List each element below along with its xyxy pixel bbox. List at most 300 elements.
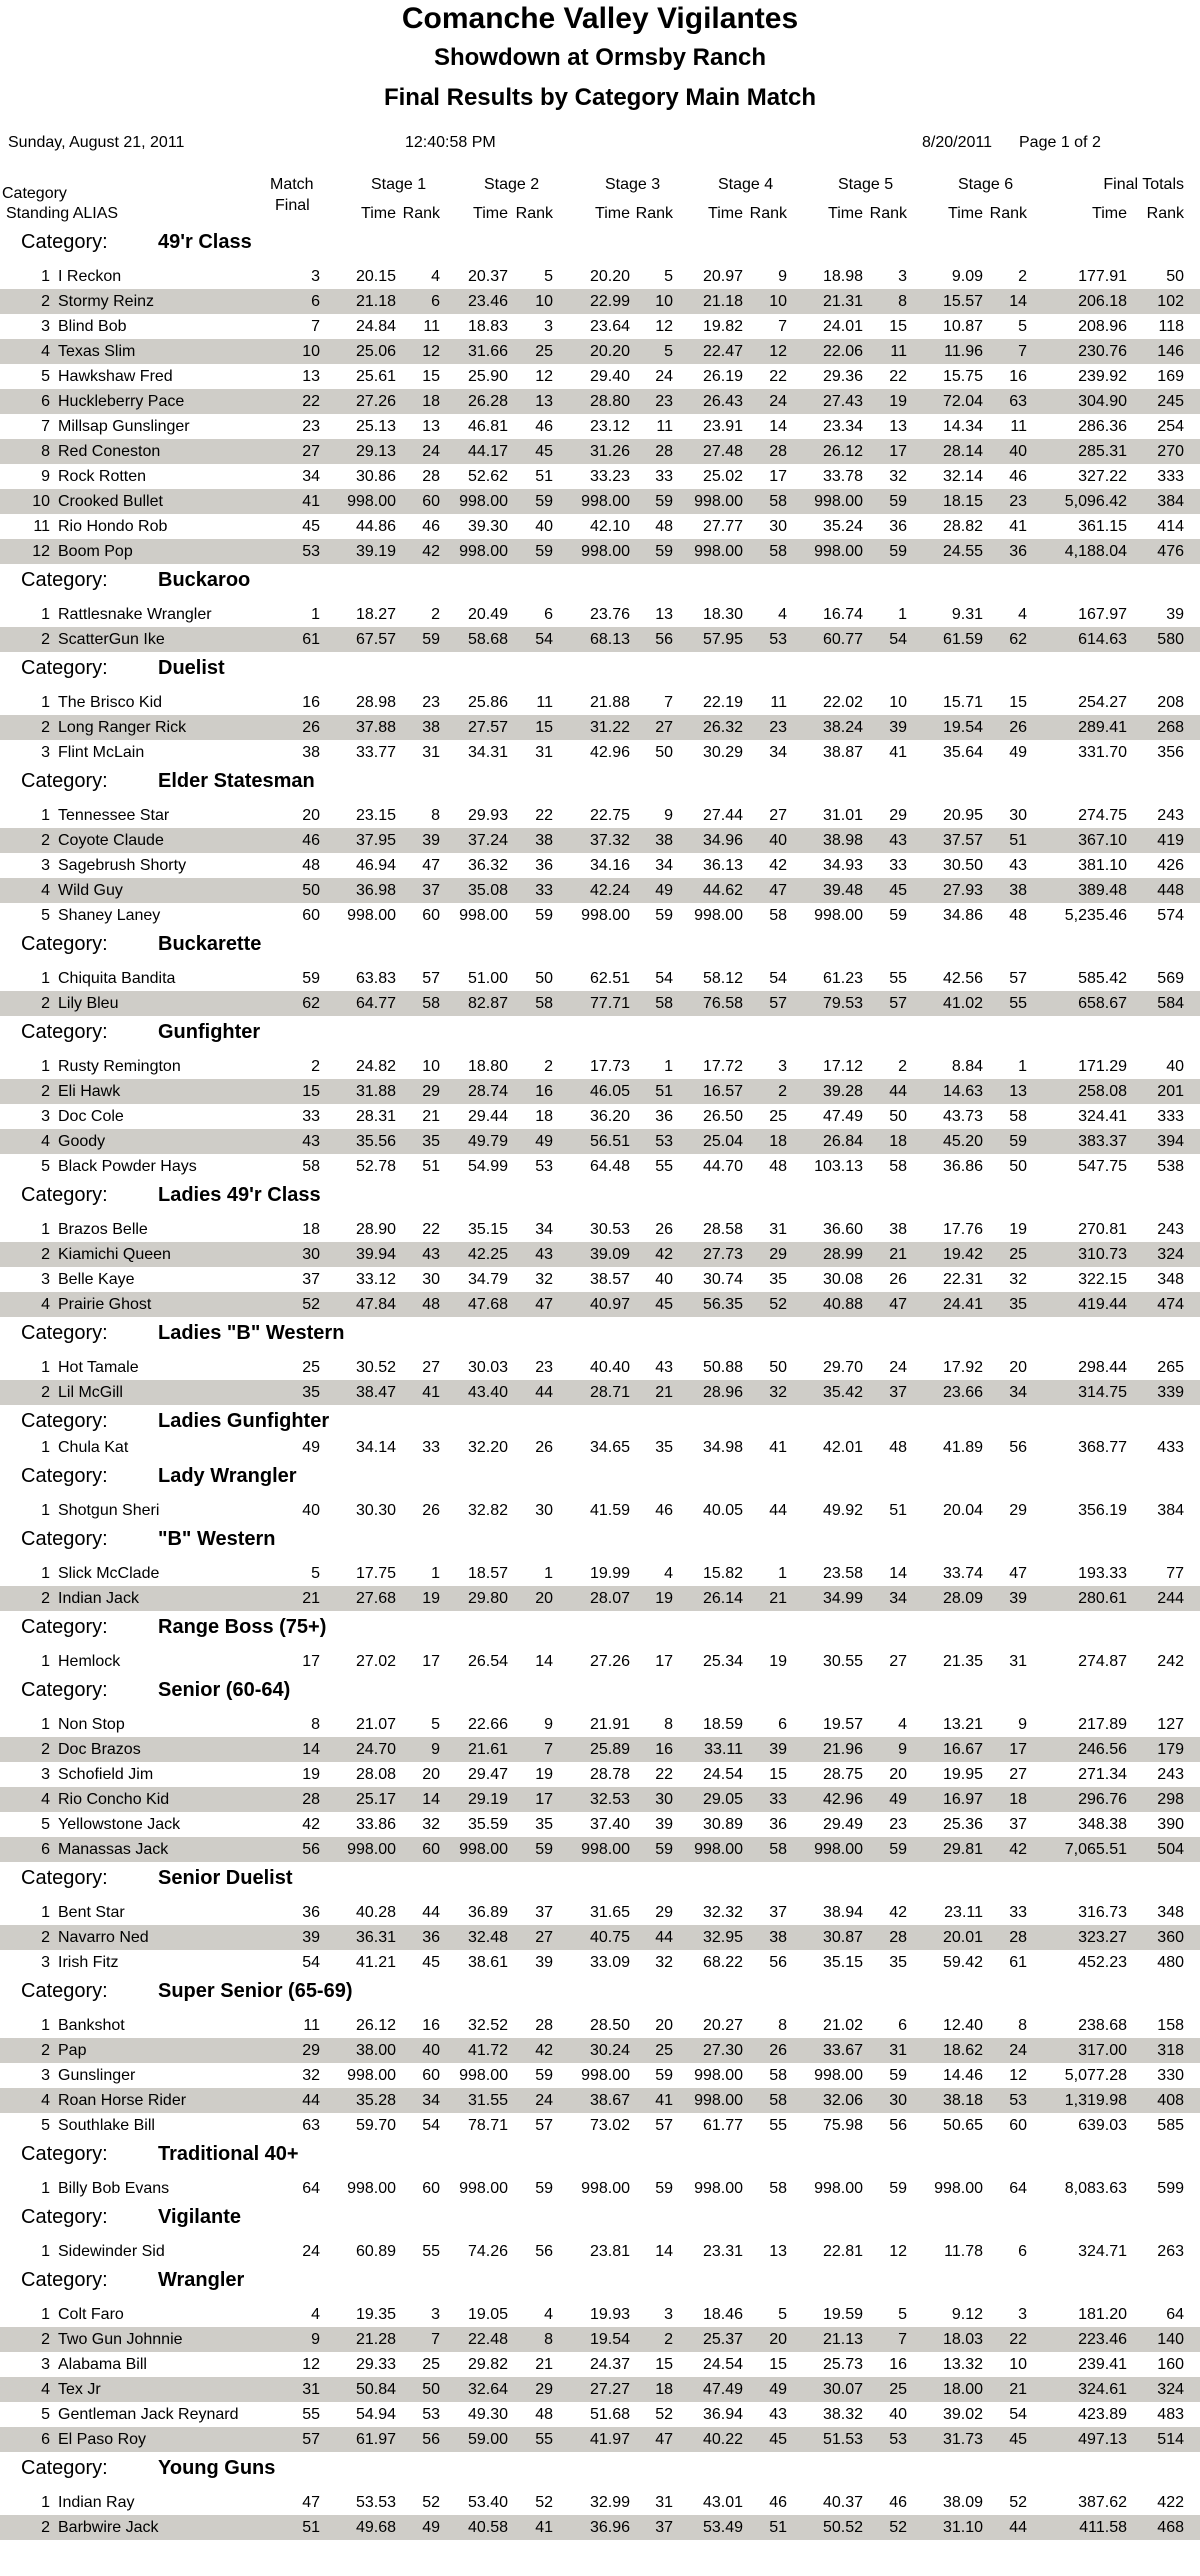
final-rank: 333 [1157,468,1184,485]
stage1-time: 33.77 [355,744,396,761]
page-indicator: Page 1 of 2 [1019,134,1101,151]
stage6-time: 18.15 [942,493,983,510]
stage4-time: 44.70 [702,1158,743,1175]
category-name: Senior (60-64) [158,1679,291,1701]
stage4-rank: 44 [769,1502,787,1519]
final-time: 254.27 [1078,694,1127,711]
stage3-time: 34.65 [589,1439,630,1456]
category-name: Ladies 49'r Class [158,1184,321,1206]
stage6-rank: 8 [1018,2017,1027,2034]
stage1-time: 27.68 [355,1590,396,1607]
stage5-time: 998.00 [814,1841,863,1858]
stage2-time: 59.00 [467,2431,508,2448]
stage6-rank: 36 [1009,543,1027,560]
alias: Lily Bleu [58,995,119,1012]
match-final: 13 [302,368,320,385]
stage1-time: 998.00 [347,493,396,510]
alias: Hemlock [58,1653,121,1670]
stage5-rank: 49 [889,1791,907,1808]
alias: Tex Jr [58,2381,101,2398]
table-row [0,1837,1200,1862]
stage4-rank: 11 [770,694,787,711]
stage3-time: 28.71 [589,1384,630,1401]
category-label: Category: [21,657,108,679]
stage6-time: 9.09 [951,268,983,285]
stage6-rank: 64 [1009,2180,1027,2197]
stage2-time: 35.08 [467,882,508,899]
stage5-time: 22.06 [822,343,863,360]
final-time: 289.41 [1078,719,1127,736]
alias: Tennessee Star [58,807,170,824]
final-rank: 584 [1157,995,1184,1012]
stage4-rank: 35 [769,1271,787,1288]
stage4-time: 68.22 [702,1954,743,1971]
stage6-rank: 21 [1009,2381,1027,2398]
final-rank: 419 [1157,832,1184,849]
stage1-time: 35.56 [355,1133,396,1150]
stage6-rank: 63 [1009,393,1027,410]
final-rank: 422 [1157,2494,1184,2511]
stage5-time: 60.77 [822,631,863,648]
report-title: Final Results by Category Main Match [383,84,817,111]
stage5-time: 79.53 [822,995,863,1012]
stage3-time: 22.75 [589,807,630,824]
final-rank: 102 [1157,293,1184,310]
stage2-time: 998.00 [459,907,508,924]
stage1-time: 64.77 [355,995,396,1012]
stage3-time: 37.32 [589,832,630,849]
header-stage-1-rank: Rank [402,205,440,222]
stage4-rank: 53 [769,631,787,648]
stage3-time: 998.00 [581,543,630,560]
stage4-time: 998.00 [694,543,743,560]
stage3-time: 998.00 [581,1841,630,1858]
stage3-time: 23.12 [589,418,630,435]
stage1-time: 25.13 [355,418,396,435]
stage1-rank: 22 [422,1221,440,1238]
match-final: 32 [302,2067,320,2084]
stage2-time: 49.79 [467,1133,508,1150]
table-row [0,966,1200,991]
stage3-time: 17.73 [589,1058,630,1075]
stage4-rank: 41 [769,1439,787,1456]
stage1-rank: 21 [422,1108,440,1125]
stage5-rank: 52 [889,2519,907,2536]
stage3-time: 32.99 [589,2494,630,2511]
category-name: Vigilante [158,2206,241,2228]
match-final: 35 [302,1384,320,1401]
stage2-rank: 30 [535,1502,553,1519]
stage5-rank: 59 [889,1841,907,1858]
stage4-time: 22.19 [702,694,743,711]
final-rank: 483 [1157,2406,1184,2423]
standing: 2 [41,995,50,1012]
stage5-time: 38.24 [822,719,863,736]
stage5-rank: 56 [889,2117,907,2134]
stage4-rank: 58 [769,907,787,924]
alias: Yellowstone Jack [58,1816,181,1833]
alias: Irish Fitz [58,1954,119,1971]
match-final: 23 [302,418,320,435]
final-time: 223.46 [1078,2331,1127,2348]
final-time: 274.87 [1078,1653,1127,1670]
stage1-rank: 60 [422,2180,440,2197]
final-rank: 394 [1157,1133,1184,1150]
final-time: 304.90 [1078,393,1127,410]
stage1-rank: 18 [422,393,440,410]
standing: 5 [41,1158,50,1175]
stage1-time: 27.26 [355,393,396,410]
stage3-rank: 32 [655,1954,673,1971]
table-row [0,627,1200,652]
alias: El Paso Roy [58,2431,147,2448]
stage5-time: 29.36 [822,368,863,385]
final-rank: 474 [1157,1296,1184,1313]
stage2-time: 43.40 [467,1384,508,1401]
club-title: Comanche Valley Vigilantes [401,2,799,35]
stage5-time: 19.57 [822,1716,863,1733]
category-header [0,1405,1200,1435]
stage3-time: 31.22 [589,719,630,736]
stage6-time: 38.09 [942,2494,983,2511]
stage3-time: 36.20 [589,1108,630,1125]
stage4-time: 19.82 [702,318,743,335]
standing: 4 [41,343,50,360]
stage4-time: 27.73 [702,1246,743,1263]
stage6-rank: 58 [1009,1108,1027,1125]
stage2-rank: 59 [535,493,553,510]
stage1-time: 28.08 [355,1766,396,1783]
stage4-rank: 19 [769,1653,787,1670]
stage1-time: 30.86 [355,468,396,485]
stage5-time: 39.28 [822,1083,863,1100]
stage3-time: 22.99 [589,293,630,310]
alias: Roan Horse Rider [58,2092,187,2109]
table-row [0,803,1200,828]
stage2-time: 74.26 [467,2243,508,2260]
stage5-time: 47.49 [822,1108,863,1125]
stage2-rank: 13 [535,393,553,410]
stage5-time: 21.96 [822,1741,863,1758]
table-row [0,2088,1200,2113]
standing: 4 [41,2381,50,2398]
stage2-time: 998.00 [459,543,508,560]
stage6-time: 41.89 [942,1439,983,1456]
match-final: 63 [302,2117,320,2134]
final-rank: 39 [1166,606,1184,623]
category-name: Buckaroo [158,569,251,591]
stage1-rank: 58 [422,995,440,1012]
stage2-rank: 3 [544,318,553,335]
category-header [0,2264,1200,2302]
stage2-rank: 29 [535,2381,553,2398]
stage1-time: 31.88 [355,1083,396,1100]
stage3-rank: 26 [655,1221,673,1238]
stage4-time: 34.98 [702,1439,743,1456]
standing: 1 [41,2180,50,2197]
stage5-rank: 25 [889,2381,907,2398]
stage4-time: 58.12 [702,970,743,987]
stage6-rank: 6 [1018,2243,1027,2260]
table-row [0,264,1200,289]
stage4-rank: 20 [769,2331,787,2348]
match-final: 38 [302,744,320,761]
stage3-rank: 8 [664,1716,673,1733]
stage1-time: 50.84 [355,2381,396,2398]
stage4-time: 24.54 [702,2356,743,2373]
stage4-time: 23.31 [702,2243,743,2260]
category-label: Category: [21,1867,108,1889]
category-header [0,765,1200,803]
stage4-time: 32.95 [702,1929,743,1946]
stage5-rank: 19 [889,393,907,410]
stage6-time: 13.21 [942,1716,983,1733]
alias: Belle Kaye [58,1271,135,1288]
stage3-time: 998.00 [581,493,630,510]
stage1-time: 36.31 [355,1929,396,1946]
stage2-rank: 11 [536,694,553,711]
stage2-time: 23.46 [467,293,508,310]
alias: Black Powder Hays [58,1158,197,1175]
category-header [0,1975,1200,2013]
stage4-time: 998.00 [694,493,743,510]
match-final: 9 [311,2331,320,2348]
stage5-rank: 9 [898,1741,907,1758]
final-time: 411.58 [1079,2519,1127,2536]
stage6-time: 29.81 [942,1841,983,1858]
stage6-rank: 24 [1009,2042,1027,2059]
stage2-time: 998.00 [459,2067,508,2084]
match-final: 57 [302,2431,320,2448]
stage2-rank: 5 [544,268,553,285]
stage5-time: 998.00 [814,2067,863,2084]
stage3-rank: 13 [655,606,673,623]
stage3-rank: 59 [655,493,673,510]
stage2-time: 32.82 [467,1502,508,1519]
stage3-time: 73.02 [589,2117,630,2134]
table-row [0,1355,1200,1380]
alias: Gentleman Jack Reynard [58,2406,239,2423]
match-final: 33 [302,1108,320,1125]
stage2-time: 998.00 [459,493,508,510]
alias: Billy Bob Evans [58,2180,170,2197]
stage4-rank: 2 [778,1083,787,1100]
match-final: 26 [302,719,320,736]
standing: 5 [41,2117,50,2134]
stage2-time: 29.80 [467,1590,508,1607]
standing: 1 [41,2243,50,2260]
final-time: 324.71 [1078,2243,1127,2260]
stage1-rank: 8 [431,807,440,824]
stage2-rank: 24 [535,2092,553,2109]
stage5-time: 34.99 [822,1590,863,1607]
stage2-time: 25.86 [467,694,508,711]
final-time: 274.75 [1078,807,1127,824]
standing: 1 [41,1904,50,1921]
match-final: 64 [302,2180,320,2197]
standing: 2 [41,1246,50,1263]
stage6-rank: 16 [1009,368,1027,385]
print-time: 12:40:58 PM [405,134,496,151]
final-rank: 268 [1157,719,1184,736]
category-header [0,1317,1200,1355]
stage6-rank: 3 [1018,2306,1027,2323]
final-rank: 243 [1157,1221,1184,1238]
match-final: 10 [302,343,320,360]
stage6-time: 18.03 [942,2331,983,2348]
stage1-rank: 46 [422,518,440,535]
stage3-time: 28.50 [589,2017,630,2034]
stage5-rank: 59 [889,2067,907,2084]
final-time: 206.18 [1078,293,1127,310]
table-row [0,903,1200,928]
stage5-rank: 59 [889,543,907,560]
category-header [0,1523,1200,1561]
stage4-time: 57.95 [702,631,743,648]
stage2-rank: 42 [535,2042,553,2059]
stage6-rank: 2 [1018,268,1027,285]
alias: Doc Cole [58,1108,124,1125]
standing: 1 [41,1439,50,1456]
stage1-rank: 51 [422,1158,440,1175]
stage3-rank: 45 [655,1296,673,1313]
table-row [0,2515,1200,2540]
stage5-time: 27.43 [822,393,863,410]
stage6-time: 43.73 [942,1108,983,1125]
stage5-rank: 36 [889,518,907,535]
stage4-time: 20.27 [702,2017,743,2034]
match-final: 5 [311,1565,320,1582]
stage5-time: 49.92 [822,1502,863,1519]
stage5-rank: 10 [889,694,907,711]
stage2-time: 21.61 [467,1741,508,1758]
alias: Southlake Bill [58,2117,155,2134]
stage2-time: 30.03 [467,1359,508,1376]
stage4-rank: 25 [769,1108,787,1125]
final-time: 585.42 [1078,970,1127,987]
match-title: Showdown at Ormsby Ranch [433,44,767,71]
stage1-rank: 43 [422,1246,440,1263]
stage6-rank: 4 [1018,606,1027,623]
table-row [0,1380,1200,1405]
table-row [0,602,1200,627]
stage3-rank: 4 [664,1565,673,1582]
alias: Prairie Ghost [58,1296,152,1313]
stage2-rank: 1 [544,1565,553,1582]
stage2-time: 35.59 [467,1816,508,1833]
stage5-time: 25.73 [822,2356,863,2373]
stage5-time: 33.67 [822,2042,863,2059]
standing: 1 [41,970,50,987]
stage6-time: 18.00 [942,2381,983,2398]
stage4-time: 998.00 [694,2092,743,2109]
stage5-rank: 30 [889,2092,907,2109]
stage2-rank: 57 [535,2117,553,2134]
stage4-rank: 30 [769,518,787,535]
final-time: 239.92 [1078,368,1127,385]
stage1-rank: 27 [422,1359,440,1376]
final-rank: 298 [1157,1791,1184,1808]
stage1-time: 38.47 [355,1384,396,1401]
stage4-rank: 14 [769,418,787,435]
match-final: 44 [302,2092,320,2109]
stage1-rank: 34 [422,2092,440,2109]
stage3-time: 40.97 [589,1296,630,1313]
stage5-rank: 13 [889,418,907,435]
stage3-rank: 38 [655,832,673,849]
stage3-time: 998.00 [581,907,630,924]
stage6-time: 20.95 [942,807,983,824]
table-row [0,1787,1200,1812]
stage5-rank: 12 [889,2243,907,2260]
final-time: 331.70 [1078,744,1127,761]
stage6-time: 25.36 [942,1816,983,1833]
standing: 4 [41,1791,50,1808]
stage1-time: 24.84 [355,318,396,335]
stage3-time: 42.96 [589,744,630,761]
table-row [0,2352,1200,2377]
stage4-time: 40.05 [702,1502,743,1519]
stage6-time: 20.04 [942,1502,983,1519]
stage4-time: 28.96 [702,1384,743,1401]
standing: 5 [41,368,50,385]
standing: 6 [41,1841,50,1858]
stage4-rank: 22 [769,368,787,385]
stage6-rank: 44 [1009,2519,1027,2536]
match-final: 34 [302,468,320,485]
stage3-rank: 56 [655,631,673,648]
stage4-rank: 5 [778,2306,787,2323]
stage3-rank: 23 [655,393,673,410]
stage3-rank: 21 [655,1384,673,1401]
stage6-rank: 57 [1009,970,1027,987]
table-row [0,878,1200,903]
table-row [0,853,1200,878]
header-stage-3-time: Time [595,205,630,222]
stage4-rank: 40 [769,832,787,849]
stage2-time: 32.48 [467,1929,508,1946]
stage5-rank: 37 [889,1384,907,1401]
stage4-rank: 7 [778,318,787,335]
stage6-time: 45.20 [942,1133,983,1150]
stage4-time: 36.94 [702,2406,743,2423]
final-time: 383.37 [1078,1133,1127,1150]
final-time: 310.73 [1078,1246,1127,1263]
stage1-time: 28.98 [355,694,396,711]
final-time: 286.36 [1078,418,1127,435]
stage2-time: 32.52 [467,2017,508,2034]
stage6-time: 10.87 [942,318,983,335]
table-row [0,2427,1200,2452]
stage2-time: 29.47 [467,1766,508,1783]
category-name: 49'r Class [158,231,252,253]
final-time: 171.29 [1078,1058,1127,1075]
table-row [0,389,1200,414]
standing: 1 [41,694,50,711]
stage3-rank: 29 [655,1904,673,1921]
stage4-time: 27.48 [702,443,743,460]
stage1-rank: 52 [422,2494,440,2511]
stage6-rank: 47 [1009,1565,1027,1582]
stage6-rank: 25 [1009,1246,1027,1263]
table-row [0,1561,1200,1586]
stage2-rank: 48 [535,2406,553,2423]
match-final: 46 [302,832,320,849]
stage3-time: 34.16 [589,857,630,874]
stage6-time: 9.12 [951,2306,983,2323]
stage3-time: 23.64 [589,318,630,335]
stage5-rank: 40 [889,2406,907,2423]
